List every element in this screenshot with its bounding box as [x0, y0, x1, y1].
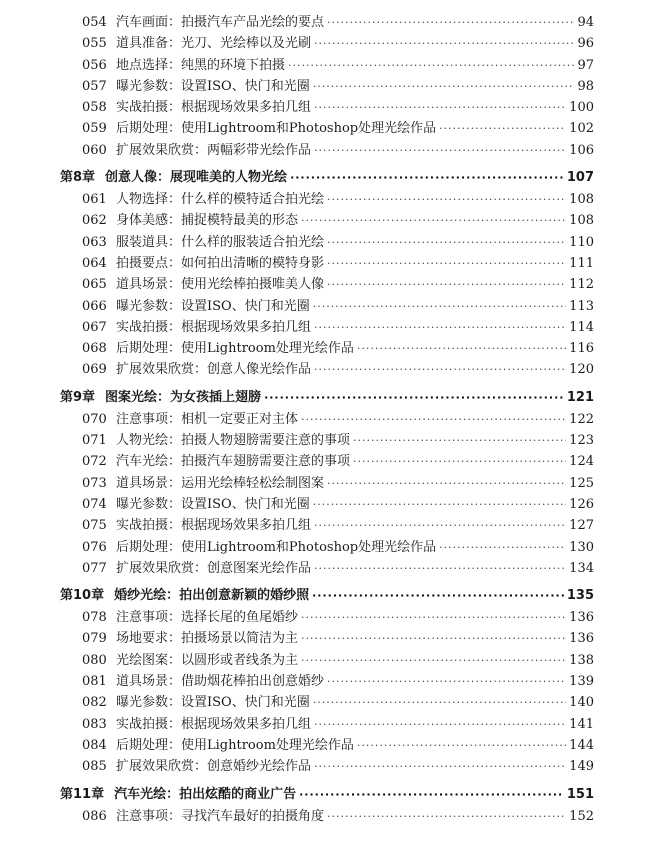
entry-number: 068 — [82, 341, 107, 357]
chapter-heading — [60, 166, 594, 188]
table-of-contents — [60, 11, 594, 826]
page-number: 107 — [566, 170, 594, 186]
entry-title: 后期处理：使用Lightroom处理光绘作品 — [116, 737, 354, 753]
toc-entry — [60, 649, 594, 670]
page-number: 127 — [569, 518, 594, 534]
entry-number: 061 — [82, 192, 107, 208]
toc-entry — [60, 536, 594, 557]
page-number: 102 — [569, 121, 594, 137]
entry-number: 057 — [82, 78, 107, 94]
dot-leader — [353, 434, 566, 447]
page-number: 139 — [569, 674, 594, 690]
toc-entry — [60, 670, 594, 691]
entry-number: 067 — [82, 319, 107, 335]
page-number: 135 — [566, 588, 594, 604]
page-number: 108 — [569, 192, 594, 208]
dot-leader — [264, 391, 564, 404]
toc-entry — [60, 627, 594, 648]
entry-title: 地点选择：纯黑的环境下拍摄 — [116, 57, 286, 73]
chapter-number: 第10章 — [60, 588, 105, 604]
entry-title: 扩展效果欣赏：创意图案光绘作品 — [116, 560, 312, 576]
toc-entry — [60, 805, 594, 826]
chapter-heading — [60, 783, 594, 805]
entry-title: 扩展效果欣赏：两幅彩带光绘作品 — [116, 142, 312, 158]
entry-title: 人物选择：什么样的模特适合拍光绘 — [116, 192, 325, 208]
dot-leader — [314, 37, 574, 50]
page-number: 136 — [569, 631, 594, 647]
entry-number: 079 — [82, 631, 107, 647]
toc-entry — [60, 75, 594, 96]
entry-number: 058 — [82, 100, 107, 116]
toc-entry — [60, 755, 594, 776]
toc-entry — [60, 429, 594, 450]
page-number: 116 — [569, 341, 594, 357]
toc-entry — [60, 734, 594, 755]
dot-leader — [357, 342, 566, 355]
entry-number: 060 — [82, 142, 107, 158]
entry-title: 曝光参数：设置ISO、快门和光圈 — [116, 78, 310, 94]
dot-leader — [314, 144, 566, 157]
page-number: 152 — [569, 808, 594, 824]
dot-leader — [439, 541, 566, 554]
dot-leader — [301, 413, 566, 426]
entry-number: 065 — [82, 277, 107, 293]
entry-number: 077 — [82, 560, 107, 576]
entry-title: 注意事项：寻找汽车最好的拍摄角度 — [116, 808, 325, 824]
dot-leader — [301, 632, 566, 645]
dot-leader — [301, 214, 566, 227]
entry-title: 人物光绘：拍摄人物翅膀需要注意的事项 — [116, 433, 351, 449]
page-number: 100 — [569, 100, 594, 116]
toc-entry — [60, 606, 594, 627]
dot-leader — [327, 236, 566, 249]
toc-entry — [60, 337, 594, 358]
page-number: 123 — [569, 433, 594, 449]
page-number: 120 — [569, 362, 594, 378]
entry-title: 道具场景：运用光绘棒轻松绘制图案 — [116, 475, 325, 491]
page-number: 110 — [569, 234, 594, 250]
toc-entry — [60, 231, 594, 252]
entry-number: 063 — [82, 234, 107, 250]
entry-number: 069 — [82, 362, 107, 378]
entry-title: 实战拍摄：根据现场效果多拍几组 — [116, 100, 312, 116]
entry-number: 082 — [82, 695, 107, 711]
dot-leader — [299, 788, 564, 801]
dot-leader — [314, 562, 566, 575]
page-number: 96 — [577, 36, 594, 52]
dot-leader — [313, 696, 566, 709]
toc-entry — [60, 96, 594, 117]
dot-leader — [312, 589, 564, 602]
entry-title: 曝光参数：设置ISO、快门和光圈 — [116, 496, 310, 512]
entry-title: 后期处理：使用Lightroom和Photoshop处理光绘作品 — [116, 121, 437, 137]
dot-leader — [327, 16, 574, 29]
page-number: 111 — [569, 255, 594, 271]
toc-entry — [60, 117, 594, 138]
page-number: 112 — [569, 277, 594, 293]
entry-number: 081 — [82, 674, 107, 690]
page-number: 98 — [577, 78, 594, 94]
dot-leader — [357, 739, 566, 752]
entry-number: 072 — [82, 454, 107, 470]
dot-leader — [288, 59, 574, 72]
chapter-title: 创意人像：展现唯美的人物光绘 — [105, 170, 288, 186]
page-number: 136 — [569, 610, 594, 626]
dot-leader — [327, 810, 566, 823]
dot-leader — [327, 257, 566, 270]
entry-title: 注意事项：选择长尾的鱼尾婚纱 — [116, 610, 299, 626]
entry-number: 086 — [82, 808, 107, 824]
entry-title: 道具场景：使用光绘棒拍摄唯美人像 — [116, 277, 325, 293]
dot-leader — [314, 760, 566, 773]
page-number: 113 — [569, 298, 594, 314]
dot-leader — [353, 455, 566, 468]
dot-leader — [327, 477, 566, 490]
chapter-title: 图案光绘：为女孩插上翅膀 — [105, 389, 262, 405]
toc-entry — [60, 557, 594, 578]
entry-number: 080 — [82, 652, 107, 668]
chapter-number: 第8章 — [60, 170, 96, 186]
chapter-title: 婚纱光绘：拍出创意新颖的婚纱照 — [114, 588, 310, 604]
entry-number: 085 — [82, 759, 107, 775]
entry-number: 070 — [82, 411, 107, 427]
entry-number: 054 — [82, 15, 107, 30]
entry-title: 实战拍摄：根据现场效果多拍几组 — [116, 518, 312, 534]
entry-title: 道具准备：光刀、光绘棒以及光刷 — [116, 36, 312, 52]
chapter-title: 汽车光绘：拍出炫酷的商业广告 — [114, 786, 297, 802]
entry-number: 071 — [82, 433, 107, 449]
dot-leader — [313, 80, 575, 93]
entry-number: 076 — [82, 539, 107, 555]
toc-entry — [60, 408, 594, 429]
toc-entry — [60, 493, 594, 514]
page-number: 121 — [566, 389, 594, 405]
dot-leader — [314, 321, 566, 334]
toc-entry — [60, 11, 594, 32]
dot-leader — [314, 363, 566, 376]
page-number: 134 — [569, 560, 594, 576]
toc-entry — [60, 316, 594, 337]
toc-entry — [60, 188, 594, 209]
entry-number: 066 — [82, 298, 107, 314]
entry-number: 055 — [82, 36, 107, 52]
page-number: 114 — [569, 319, 594, 335]
chapter-heading — [60, 584, 594, 606]
entry-title: 曝光参数：设置ISO、快门和光圈 — [116, 298, 310, 314]
toc-entry — [60, 139, 594, 160]
dot-leader — [301, 654, 566, 667]
page-number: 97 — [577, 57, 594, 73]
entry-title: 道具场景：借助烟花棒拍出创意婚纱 — [116, 674, 325, 690]
entry-title: 注意事项：相机一定要正对主体 — [116, 411, 299, 427]
page-number: 126 — [569, 496, 594, 512]
chapter-number: 第9章 — [60, 389, 96, 405]
entry-title: 扩展效果欣赏：创意人像光绘作品 — [116, 362, 312, 378]
dot-leader — [313, 300, 566, 313]
toc-entry — [60, 713, 594, 734]
entry-number: 084 — [82, 737, 107, 753]
entry-number: 064 — [82, 255, 107, 271]
toc-entry — [60, 358, 594, 379]
entry-number: 083 — [82, 716, 107, 732]
page-number: 130 — [569, 539, 594, 555]
entry-number: 056 — [82, 57, 107, 73]
dot-leader — [327, 278, 566, 291]
dot-leader — [439, 122, 566, 135]
toc-entry — [60, 295, 594, 316]
toc-entry — [60, 514, 594, 535]
page-number: 125 — [569, 475, 594, 491]
dot-leader — [327, 193, 566, 206]
page-number: 141 — [569, 716, 594, 732]
dot-leader — [290, 171, 564, 184]
entry-number: 078 — [82, 610, 107, 626]
entry-title: 拍摄要点：如何拍出清晰的模特身影 — [116, 255, 325, 271]
entry-title: 实战拍摄：根据现场效果多拍几组 — [116, 716, 312, 732]
entry-number: 073 — [82, 475, 107, 491]
toc-entry — [60, 691, 594, 712]
page-number: 151 — [566, 786, 594, 802]
entry-title: 服装道具：什么样的服装适合拍光绘 — [116, 234, 325, 250]
entry-title: 扩展效果欣赏：创意婚纱光绘作品 — [116, 759, 312, 775]
chapter-number: 第11章 — [60, 786, 105, 802]
page-number: 122 — [569, 411, 594, 427]
page-number: 108 — [569, 213, 594, 229]
entry-title: 身体美感：捕捉模特最美的形态 — [116, 213, 299, 229]
page-number: 149 — [569, 759, 594, 775]
dot-leader — [301, 611, 566, 624]
dot-leader — [313, 498, 566, 511]
entry-number: 062 — [82, 213, 107, 229]
chapter-heading — [60, 386, 594, 408]
dot-leader — [314, 519, 566, 532]
entry-title: 后期处理：使用Lightroom和Photoshop处理光绘作品 — [116, 539, 437, 555]
entry-title: 曝光参数：设置ISO、快门和光圈 — [116, 695, 310, 711]
toc-entry — [60, 209, 594, 230]
page-number: 140 — [569, 695, 594, 711]
entry-title: 后期处理：使用Lightroom处理光绘作品 — [116, 341, 354, 357]
dot-leader — [314, 718, 566, 731]
dot-leader — [314, 101, 566, 114]
page-number: 144 — [569, 737, 594, 753]
toc-entry — [60, 450, 594, 471]
entry-title: 实战拍摄：根据现场效果多拍几组 — [116, 319, 312, 335]
entry-title: 汽车光绘：拍摄汽车翅膀需要注意的事项 — [116, 454, 351, 470]
entry-number: 075 — [82, 518, 107, 534]
page-number: 106 — [569, 142, 594, 158]
toc-entry — [60, 472, 594, 493]
entry-title: 场地要求：拍摄场景以简洁为主 — [116, 631, 299, 647]
toc-entry — [60, 273, 594, 294]
entry-title: 光绘图案：以圆形或者线条为主 — [116, 652, 299, 668]
entry-number: 074 — [82, 496, 107, 512]
page-number: 124 — [569, 454, 594, 470]
toc-entry — [60, 252, 594, 273]
toc-entry — [60, 32, 594, 53]
toc-entry — [60, 54, 594, 75]
dot-leader — [327, 675, 566, 688]
page-number: 94 — [577, 15, 594, 30]
entry-number: 059 — [82, 121, 107, 137]
page-number: 138 — [569, 652, 594, 668]
entry-title: 汽车画面：拍摄汽车产品光绘的要点 — [116, 15, 325, 30]
